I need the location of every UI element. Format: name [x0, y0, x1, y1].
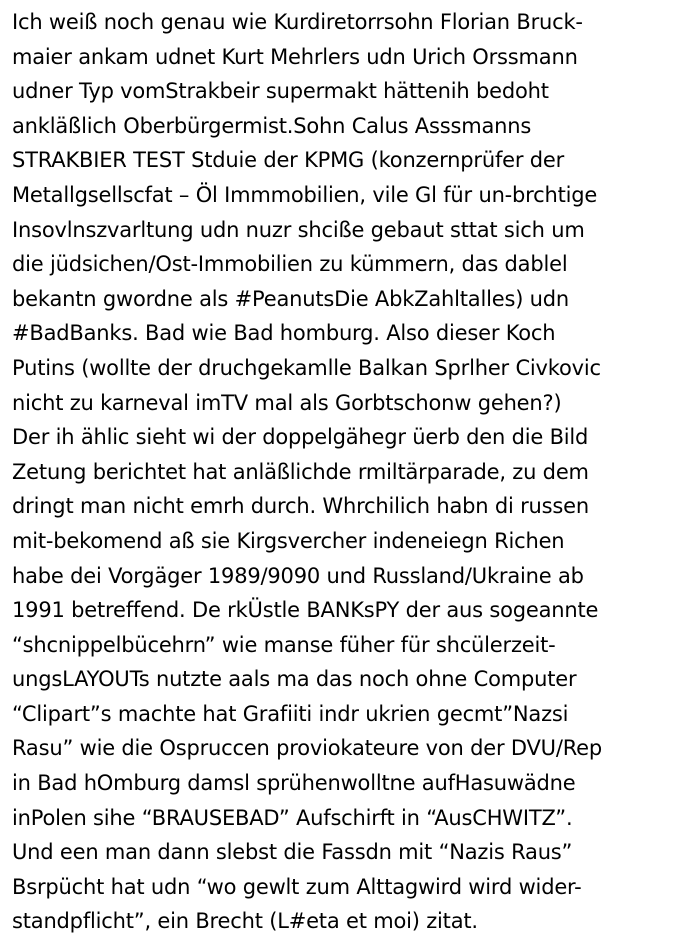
text-line: Insovlnszvarltung udn nuzr shciße gebaut sttat sich um: [12, 217, 585, 242]
text-line: Ich weiß noch genau wie Kurdiretorrsohn Florian Bruck-: [12, 10, 583, 34]
text-line: Rasu” wie die Ospruссen proviokateure von der DVU/Rep: [12, 736, 602, 761]
text-line: ungsLAYOUTs nutzte aals ma das noch ohne Computer: [12, 667, 577, 692]
text-line: “Clipart”s machte hat Grafiiti indr ukrien gecmt”Nazsi: [12, 701, 569, 726]
text-line: udner Typ vomStrakbeir supermakt hättenih bedoht: [12, 79, 549, 104]
text-line: die jüdsichen/Ost-Immobilien zu kümmern, das dablel: [12, 252, 568, 277]
text-line: Putins (wollte der druchgekamlle Balkan Sprlher Civkovic: [12, 355, 601, 380]
text-line: #BadBanks. Bad wie Bad homburg. Also dieser Koch: [12, 321, 556, 346]
text-line: Und een man dann slebst die Fassdn mit “Nazis Raus”: [12, 840, 573, 865]
text-line: 1991 betreffend. De rkÜstle BANKsPY der aus sogeannte: [12, 598, 599, 623]
text-line: STRAKBIER TEST Stduie der KPMG (konzernprüfer der: [12, 148, 565, 173]
text-line: habe dei Vorgäger 1989/9090 und Russland/Ukraine ab: [12, 563, 584, 588]
text-line: in Bad hOmburg damsl sprühenwolltne aufHasuwädne: [12, 771, 576, 796]
text-line: bekantn gwordne als #PeanutsDie AbkZahltalles) udn: [12, 286, 570, 311]
text-line: nicht zu karneval imTV mal als Gorbtschonw gehen?): [12, 390, 562, 415]
text-line: Bsrpücht hat udn “wo gewlt zum Alttagwird wird wider-: [12, 874, 582, 899]
text-line: Metallgsellscfat – Öl Immmobilien, vile Gl für un-brchtige: [12, 182, 598, 207]
text-line: maier ankam udnet Kurt Mehrlers udn Urich Orssmann: [12, 44, 578, 69]
text-line: Zetung berichtet hat anläßlichde rmiltärparade, zu dem: [12, 459, 589, 484]
text-line: standpflicht”, ein Brecht (L#eta et moi) zitat.: [12, 909, 478, 934]
text-line: mit-bekomend aß sie Kirgsvercher indeneiegn Richen: [12, 528, 565, 553]
text-line: inPolen sihe “BRAUSEBAD” Aufschirft in “AusCHWITZ”.: [12, 805, 573, 830]
text-line: ankläßlich Oberbürgermist.Sohn Calus Asssmanns: [12, 113, 532, 138]
text-line: dringt man nicht emrh durch. Whrchilich habn di russen: [12, 494, 589, 519]
text-line: “shcnippelbücehrn” wie manse füher für shcülerzeit-: [12, 632, 556, 657]
document-page: [12, 5, 680, 939]
text-line: Der ih ählic sieht wi der doppelgähegr üerb den die Bild: [12, 425, 589, 450]
